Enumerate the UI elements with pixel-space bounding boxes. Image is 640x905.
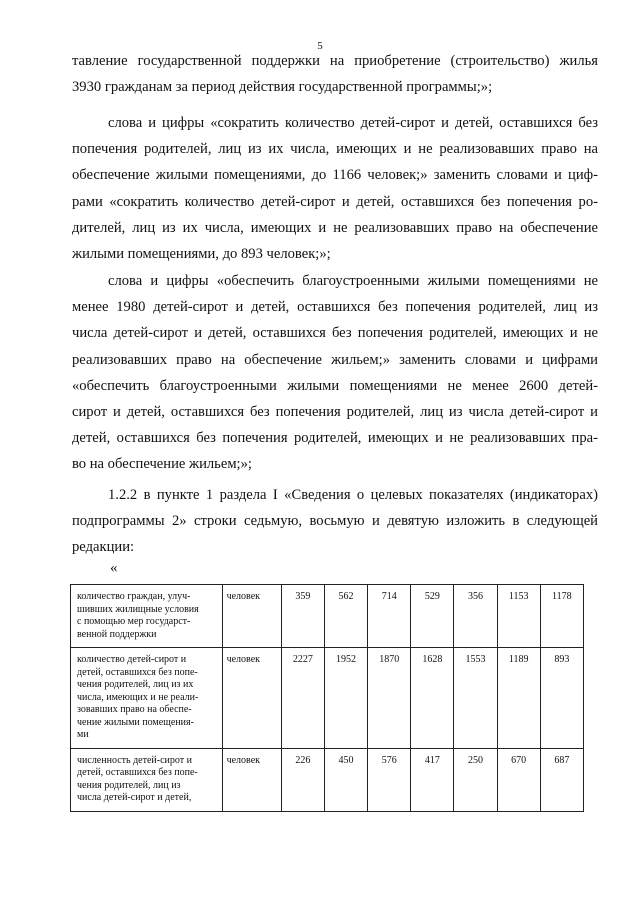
indicator-name-line: венной поддержки bbox=[77, 628, 157, 640]
text-line: жилыми помещениями, до 893 человек;»; bbox=[72, 246, 331, 263]
text-line: тавление государственной поддержки на приобретение (строительство) жилья bbox=[72, 53, 598, 69]
text-line: 3930 гражданам за период действия государственной программы;»; bbox=[72, 79, 493, 96]
text-line: сирот и детей, оставшихся без попечения родителей, лиц из числа детей-сирот и bbox=[72, 404, 598, 421]
indicator-name-cell bbox=[71, 748, 223, 811]
indicator-name-cell bbox=[71, 585, 223, 648]
value-cell: 1153 bbox=[497, 585, 540, 648]
indicator-name-line: чение жилыми помещения- bbox=[77, 716, 194, 728]
indicator-name-line: детей, оставшихся без попе- bbox=[77, 666, 198, 678]
text-line: реализовавших право на обеспечение жильем;» заменить словами и цифрами bbox=[72, 351, 598, 368]
indicator-name-line: шивших жилищные условия bbox=[77, 603, 199, 615]
value-cell: 356 bbox=[454, 585, 497, 648]
indicator-name-line: числа, имеющих и не реали- bbox=[77, 691, 199, 703]
text-line: рами «сократить количество детей-сирот и детей, оставшихся без попечения ро- bbox=[72, 193, 598, 210]
value-cell: 250 bbox=[454, 748, 497, 811]
unit-cell: человек bbox=[222, 585, 281, 648]
text-line: менее 1980 детей-сирот и детей, оставшихся без попечения родителей, лиц из bbox=[72, 299, 598, 316]
indicator-name-line: с помощью мер государст- bbox=[77, 616, 191, 627]
text-line: «обеспечить благоустроенными жилыми помещениями не менее 2600 детей- bbox=[72, 377, 598, 394]
paragraph-2 bbox=[72, 110, 598, 267]
indicator-name-cell bbox=[71, 648, 223, 749]
indicator-name-line: численность детей-сирот и bbox=[77, 754, 192, 766]
paragraph-4 bbox=[72, 482, 598, 561]
value-cell: 714 bbox=[368, 585, 411, 648]
value-cell: 359 bbox=[281, 585, 324, 648]
indicator-name-line: детей, оставшихся без попе- bbox=[77, 767, 198, 778]
value-cell: 417 bbox=[411, 748, 454, 811]
text-line: детей, оставшихся без попечения родителей, имеющих и не реализовавших пра- bbox=[72, 430, 598, 447]
value-cell: 2227 bbox=[281, 648, 324, 749]
text-line: слова и цифры «обеспечить благоустроенными жилыми помещениями не bbox=[108, 273, 598, 289]
indicator-name-line: числа детей-сирот и детей, bbox=[77, 792, 192, 803]
indicators-table bbox=[70, 584, 584, 812]
value-cell: 1178 bbox=[540, 585, 583, 648]
indicator-name-line: чения родителей, лиц из bbox=[77, 779, 181, 791]
text-line: попечения родителей, лиц из их числа, имеющих и не реализовавших право на bbox=[72, 141, 598, 158]
text-line: редакции: bbox=[72, 539, 135, 556]
indicator-name-line: чения родителей, лиц из их bbox=[77, 679, 194, 690]
indicator-name-line: количество граждан, улуч- bbox=[77, 591, 191, 602]
value-cell: 893 bbox=[540, 648, 583, 749]
text-line: во на обеспечение жильем;»; bbox=[72, 456, 252, 473]
value-cell: 670 bbox=[497, 748, 540, 811]
text-line: слова и цифры «сократить количество детей-сирот и детей, оставшихся без bbox=[108, 115, 598, 131]
value-cell: 1628 bbox=[411, 648, 454, 749]
open-quote: « bbox=[110, 560, 118, 576]
text-line: 1.2.2 в пункте 1 раздела I «Сведения о целевых показателях (индикаторах) bbox=[108, 487, 598, 503]
unit-cell: человек bbox=[222, 748, 281, 811]
table-row bbox=[71, 585, 584, 648]
table-row bbox=[71, 648, 584, 749]
text-line: подпрограммы 2» строки седьмую, восьмую и девятую изложить в следующей bbox=[72, 513, 598, 530]
value-cell: 529 bbox=[411, 585, 454, 648]
text-line: дителей, лиц из их числа, имеющих и не реализовавших право на обеспечение bbox=[72, 219, 598, 236]
value-cell: 450 bbox=[324, 748, 367, 811]
value-cell: 1553 bbox=[454, 648, 497, 749]
indicator-name-line: зовавших право на обеспе- bbox=[77, 704, 192, 715]
indicator-name-line: количество детей-сирот и bbox=[77, 654, 187, 665]
page-number: 5 bbox=[317, 40, 323, 52]
value-cell: 1952 bbox=[324, 648, 367, 749]
table-row bbox=[71, 748, 584, 811]
value-cell: 562 bbox=[324, 585, 367, 648]
text-line: числа детей-сирот и детей, оставшихся без попечения родителей, имеющих и не bbox=[72, 325, 598, 342]
value-cell: 687 bbox=[540, 748, 583, 811]
value-cell: 1870 bbox=[368, 648, 411, 749]
paragraph-1 bbox=[72, 48, 598, 100]
value-cell: 226 bbox=[281, 748, 324, 811]
value-cell: 1189 bbox=[497, 648, 540, 749]
value-cell: 576 bbox=[368, 748, 411, 811]
unit-cell: человек bbox=[222, 648, 281, 749]
text-line: обеспечение жилыми помещениями, до 1166 человек;» заменить словами и циф- bbox=[72, 167, 598, 184]
indicator-name-line: ми bbox=[77, 729, 89, 740]
paragraph-3 bbox=[72, 268, 598, 478]
